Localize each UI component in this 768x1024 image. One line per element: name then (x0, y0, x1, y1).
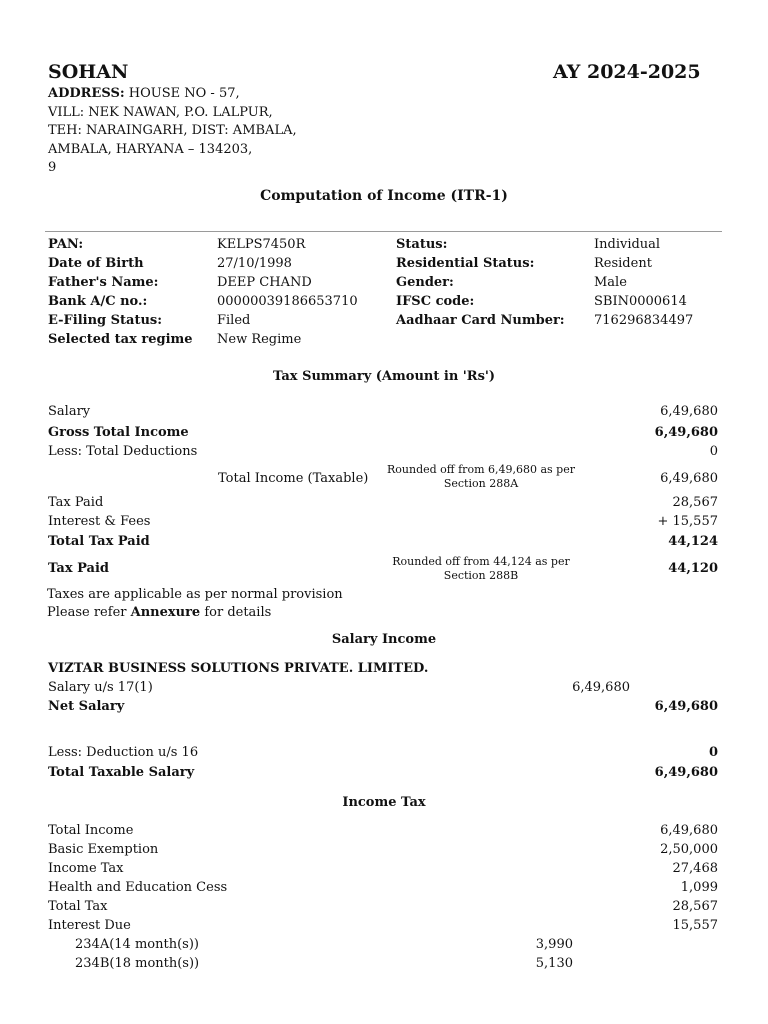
ts-total-paid-label: Total Tax Paid (48, 534, 150, 549)
dob-value: 27/10/1998 (217, 256, 292, 271)
father-label: Father's Name: (48, 275, 159, 290)
si-ded16-value: 0 (708, 745, 718, 760)
it-total-tax-value: 28,567 (672, 899, 718, 914)
ts-interest-value: + 15,557 (657, 514, 718, 529)
si-taxable-label: Total Taxable Salary (48, 765, 195, 780)
it-income-tax-label: Income Tax (48, 861, 124, 876)
ts-salary-label: Salary (48, 404, 91, 419)
bank-label: Bank A/C no.: (48, 294, 148, 309)
ts-interest-label: Interest & Fees (48, 514, 151, 529)
address-line-1 (48, 86, 240, 101)
ts-gti-label: Gross Total Income (48, 425, 189, 440)
address-line-3: TEH: NARAINGARH, DIST: AMBALA, (48, 123, 297, 138)
ts-total-income-note: Rounded off from 6,49,680 as per Section 288A (387, 463, 575, 490)
it-interest-due-label: Interest Due (48, 918, 131, 933)
it-total-income-value: 6,49,680 (660, 823, 718, 838)
ts-total-income-label: Total Income (Taxable) (218, 471, 369, 486)
bank-value: 00000039186653710 (217, 294, 358, 309)
ts-tax-paid-rounded-value: 44,120 (668, 561, 718, 576)
it-234a-value: 3,990 (535, 937, 573, 952)
ts-salary-value: 6,49,680 (660, 404, 718, 419)
it-total-income-label: Total Income (48, 823, 134, 838)
ts-tax-paid-label: Tax Paid (48, 495, 104, 510)
si-net-label: Net Salary (48, 699, 125, 714)
ts-deductions-label: Less: Total Deductions (48, 444, 198, 459)
divider (45, 231, 722, 232)
annexure-pre: Please refer (47, 605, 131, 620)
address-line-4: AMBALA, HARYANA – 134203, (48, 142, 253, 157)
aadhaar-value: 716296834497 (594, 313, 694, 328)
it-basic-exemption-value: 2,50,000 (660, 842, 718, 857)
it-basic-exemption-label: Basic Exemption (48, 842, 159, 857)
annexure-link: Annexure (130, 605, 201, 620)
gender-label: Gender: (396, 275, 454, 290)
ts-total-income-value: 6,49,680 (660, 471, 718, 486)
tax-summary-heading: Tax Summary (Amount in 'Rs') (272, 369, 496, 384)
income-tax-heading: Income Tax (342, 795, 426, 810)
father-value: DEEP CHAND (217, 275, 312, 290)
it-income-tax-value: 27,468 (672, 861, 718, 876)
regime-value: New Regime (217, 332, 302, 347)
address-label: ADDRESS: (48, 86, 125, 101)
ts-tax-paid-value: 28,567 (672, 495, 718, 510)
aadhaar-label: Aadhaar Card Number: (396, 313, 565, 328)
si-net-value: 6,49,680 (654, 699, 718, 714)
ifsc-label: IFSC code: (396, 294, 475, 309)
ts-tax-paid-rounded-label: Tax Paid (48, 561, 110, 576)
annexure-post: for details (200, 605, 272, 620)
address-text-1: HOUSE NO - 57, (124, 86, 240, 101)
ifsc-value: SBIN0000614 (594, 294, 687, 309)
residential-value: Resident (594, 256, 652, 271)
ts-deductions-value: 0 (709, 444, 718, 459)
it-cess-label: Health and Education Cess (48, 880, 228, 895)
address-line-5: 9 (48, 160, 57, 175)
it-total-tax-label: Total Tax (48, 899, 108, 914)
status-value: Individual (594, 237, 661, 252)
ts-tax-paid-rounded-note: Rounded off from 44,124 as per Section 288B (392, 555, 570, 582)
si-taxable-value: 6,49,680 (654, 765, 718, 780)
si-ded16-label: Less: Deduction u/s 16 (48, 745, 199, 760)
efiling-value: Filed (217, 313, 251, 328)
pan-value: KELPS7450R (217, 237, 306, 252)
it-interest-due-value: 15,557 (672, 918, 718, 933)
si-17-value: 6,49,680 (572, 680, 630, 695)
ts-note-normal-provision: Taxes are applicable as per normal provision (47, 587, 343, 602)
pan-label: PAN: (48, 237, 84, 252)
salary-income-heading: Salary Income (331, 632, 437, 647)
employer-name: VIZTAR BUSINESS SOLUTIONS PRIVATE. LIMITED. (48, 661, 429, 676)
efiling-label: E-Filing Status: (48, 313, 163, 328)
it-cess-value: 1,099 (680, 880, 718, 895)
ts-gti-value: 6,49,680 (654, 425, 718, 440)
it-234b-value: 5,130 (535, 956, 573, 971)
it-234a-label: 234A(14 month(s)) (75, 937, 199, 952)
assessment-year: AY 2024-2025 (553, 61, 701, 83)
status-label: Status: (396, 237, 448, 252)
si-17-label: Salary u/s 17(1) (48, 680, 153, 695)
address-line-2: VILL: NEK NAWAN, P.O. LALPUR, (48, 105, 273, 120)
gender-value: Male (594, 275, 627, 290)
dob-label: Date of Birth (48, 256, 144, 271)
document-title: Computation of Income (ITR-1) (260, 188, 508, 204)
residential-label: Residential Status: (396, 256, 535, 271)
regime-label: Selected tax regime (48, 332, 193, 347)
ts-note-annexure (47, 605, 271, 620)
taxpayer-name: SOHAN (48, 61, 129, 83)
ts-total-paid-value: 44,124 (668, 534, 718, 549)
it-234b-label: 234B(18 month(s)) (75, 956, 200, 971)
